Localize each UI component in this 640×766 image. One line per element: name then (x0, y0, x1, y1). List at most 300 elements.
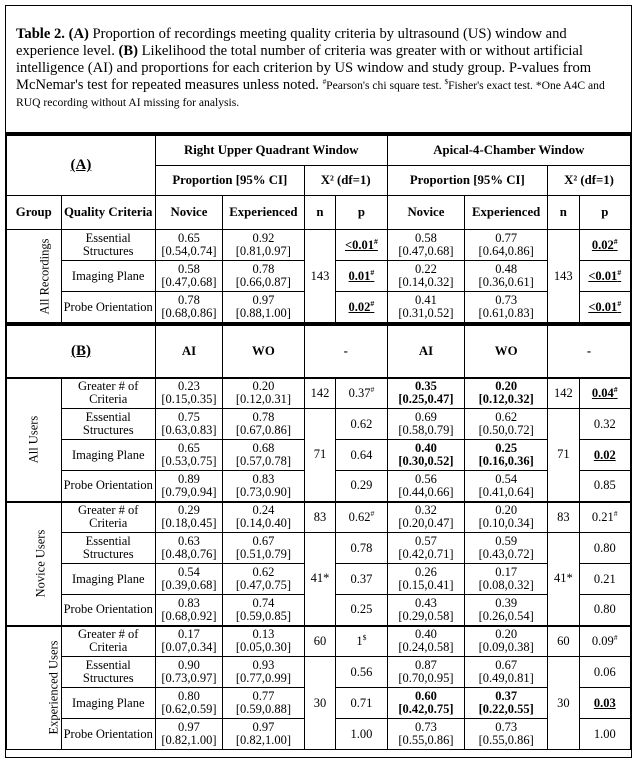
a4c-wo-cell-value: 0.20 (495, 503, 518, 518)
ruq-wo-cell-value: 0.67 (252, 534, 275, 548)
a4c-ai-cell (387, 564, 465, 595)
ruq-ai-cell (155, 626, 222, 657)
a4c-wo-cell (465, 440, 548, 471)
a4c-p-cell (579, 471, 630, 502)
a4c-wo-cell (465, 595, 548, 626)
a4c-n-value: 83 (557, 509, 570, 524)
a4c-wo-cell-value: 0.39 (495, 595, 518, 610)
ruq-window-header: Right Upper Quadrant Window (155, 136, 387, 166)
section-a-cell (7, 136, 156, 196)
ruq-wo-cell-ci: [0.05,0.30] (235, 640, 292, 655)
a4c-ai-cell-value: 0.73 (415, 720, 437, 734)
ruq-n-cell (304, 378, 335, 409)
ruq-p-cell-value: 0.29 (350, 478, 373, 493)
ruq-p-cell-value: 0.25 (350, 602, 373, 617)
ruq-ai-cell-ci: [0.68,0.92] (161, 608, 217, 623)
criteria-cell (61, 502, 155, 533)
a4c-window-header: Apical-4-Chamber Window (387, 136, 630, 166)
ruq-wo-cell-ci: [0.77,0.99] (235, 671, 292, 685)
part-a-label: (A) (68, 26, 89, 42)
ruq-wo-cell (223, 533, 305, 564)
a4c-wo-cell (465, 564, 548, 595)
a4c-wo-cell-value: 0.17 (495, 565, 518, 579)
ruq-experienced-cell (222, 261, 304, 292)
a4c-novice-cell (387, 230, 465, 261)
ruq-ai-cell (155, 440, 222, 471)
ruq-wo-cell-value: 0.78 (252, 410, 275, 424)
criteria-cell (61, 409, 155, 440)
criteria-label: Imaging Plane (71, 268, 145, 283)
a4c-experienced-cell-ci: [0.36,0.61] (478, 275, 534, 289)
a4c-experienced-cell (465, 230, 548, 261)
a4c-wo-cell (465, 533, 548, 564)
ruq-wo-cell-ci: [0.67,0.86] (235, 423, 292, 437)
ruq-novice-cell-ci: [0.54,0.74] (161, 244, 217, 258)
a4c-ai-cell (387, 502, 465, 533)
ruq-novice-cell (155, 261, 222, 292)
criteria-cell (61, 533, 155, 564)
ruq-p-cell (336, 719, 387, 750)
ruq-ai-cell-ci: [0.48,0.76] (161, 547, 217, 561)
criteria-cell (61, 261, 155, 292)
ruq-p-cell-value: 0.02# (348, 298, 375, 314)
a4c-wo-cell-ci: [0.12,0.32] (478, 392, 534, 407)
a4c-wo-cell-value: 0.73 (495, 720, 518, 734)
a4c-wo-cell-ci: [0.41,0.64] (478, 484, 534, 499)
a4c-n-cell (548, 378, 579, 409)
ruq-novice-cell-ci: [0.47,0.68] (161, 275, 217, 289)
a4c-n-criteria-cell (548, 533, 579, 626)
a4c-ai-header: AI (387, 326, 465, 378)
a4c-wo-cell-ci: [0.43,0.72] (478, 547, 534, 561)
ruq-p-cell (336, 292, 387, 323)
ruq-ai-cell-ci: [0.07,0.34] (161, 640, 217, 655)
ruq-wo-cell-ci: [0.73,0.90] (235, 484, 292, 499)
ruq-p-cell (336, 378, 387, 409)
ruq-p-cell (336, 657, 387, 688)
table-b-row (7, 409, 631, 440)
a4c-ai-cell-value: 0.87 (415, 658, 437, 672)
a4c-novice-cell-value: 0.22 (414, 262, 437, 276)
ruq-wo-cell-value: 0.13 (252, 627, 275, 642)
ruq-ai-cell (155, 595, 222, 626)
ruq-wo-cell-ci: [0.82,1.00] (235, 733, 292, 747)
footnote-hash: Pearson's chi square test. (326, 79, 442, 92)
a4c-p-cell-value: 0.02# (591, 236, 618, 252)
a4c-p-cell-value: 0.03 (593, 695, 616, 710)
ruq-p-cell-value: 0.37# (348, 384, 375, 400)
a4c-p-cell-value: 0.32 (593, 416, 616, 431)
a4c-wo-cell-ci: [0.50,0.72] (478, 423, 534, 437)
a4c-wo-cell-ci: [0.22,0.55] (478, 702, 534, 716)
ruq-ai-cell-value: 0.90 (178, 658, 200, 672)
criteria-cell (61, 719, 155, 750)
ruq-wo-cell-value: 0.83 (252, 471, 275, 486)
a4c-wo-cell-value: 0.20 (495, 627, 518, 642)
criteria-label: Imaging Plane (71, 695, 145, 710)
ruq-ai-cell-value: 0.17 (178, 627, 200, 642)
ruq-wo-cell (223, 719, 305, 750)
ruq-p-cell-value: 0.71 (350, 695, 373, 710)
a4c-wo-cell (465, 502, 548, 533)
ruq-ai-cell-value: 0.89 (178, 471, 200, 486)
a4c-novice-cell (387, 261, 465, 292)
ruq-p-cell (336, 261, 387, 292)
a4c-n-value: 142 (553, 385, 573, 400)
a4c-p-cell (579, 409, 630, 440)
criteria-header: Quality Criteria (61, 196, 155, 230)
ruq-wo-cell (223, 564, 305, 595)
a4c-wo-cell-ci: [0.10,0.34] (478, 516, 534, 531)
ruq-novice-cell (155, 230, 222, 261)
ruq-n-value: 60 (313, 633, 327, 648)
table-a-body (7, 230, 631, 323)
a4c-experienced-cell-value: 0.73 (495, 293, 518, 307)
group-label: Novice Users (33, 529, 48, 598)
group-cell (7, 378, 62, 502)
criteria-label: Imaging Plane (71, 447, 145, 462)
ruq-ai-cell (155, 688, 222, 719)
a4c-p-cell (579, 440, 630, 471)
ruq-n-cell (304, 626, 335, 657)
section-a-label: (A) (70, 157, 92, 173)
ruq-p-header: p (336, 196, 387, 230)
section-b-label: (B) (70, 342, 91, 359)
criteria-label: Probe Orientation (63, 299, 153, 314)
table-caption (6, 6, 631, 132)
ruq-wo-cell (223, 688, 305, 719)
ruq-ai-cell (155, 378, 222, 409)
a4c-wo-cell-value: 0.62 (495, 410, 518, 424)
ruq-p-cell (336, 688, 387, 719)
ruq-p-cell-value: 1$ (356, 632, 367, 648)
a4c-p-cell-value: 0.04# (591, 384, 618, 400)
a4c-ai-cell (387, 409, 465, 440)
ruq-ai-cell-value: 0.75 (178, 410, 200, 424)
a4c-p-cell-value: 0.21# (591, 508, 618, 524)
ruq-wo-cell-ci: [0.57,0.78] (235, 454, 292, 468)
ruq-n-criteria-value: 30 (313, 695, 327, 710)
ruq-novice-cell-value: 0.65 (178, 231, 200, 245)
a4c-wo-cell-ci: [0.55,0.86] (478, 733, 534, 747)
a4c-ai-cell-ci: [0.30,0.52] (398, 454, 454, 468)
group-cell (7, 626, 62, 750)
a4c-ai-cell (387, 688, 465, 719)
criteria-label: Greater # of Criteria (78, 627, 139, 655)
ruq-ai-cell (155, 502, 222, 533)
a4c-wo-cell (465, 657, 548, 688)
a4c-ai-cell-value: 0.60 (415, 689, 437, 703)
ruq-n-value: 143 (310, 268, 330, 283)
ruq-wo-cell-ci: [0.12,0.31] (235, 392, 292, 407)
a4c-ai-cell-value: 0.32 (415, 503, 437, 518)
a4c-p-cell-value: 0.02 (593, 447, 616, 462)
ruq-p-cell-value: 0.62 (350, 416, 373, 431)
a4c-chi-header: X² (df=1) (548, 166, 631, 196)
ruq-wo-cell (223, 440, 305, 471)
ruq-wo-cell-value: 0.97 (252, 720, 275, 734)
a4c-wo-cell-value: 0.54 (495, 471, 518, 486)
ruq-wo-header: WO (223, 326, 305, 378)
table-b-body (7, 378, 631, 750)
table-b-row (7, 533, 631, 564)
table-a-row (7, 230, 631, 261)
footnote-dollar: Fisher's exact test. *One A4C and RUQ recording without AI missing for analysis. (16, 79, 605, 109)
a4c-p-cell (579, 719, 630, 750)
a4c-novice-cell-ci: [0.47,0.68] (398, 244, 454, 258)
ruq-wo-cell (223, 626, 305, 657)
ruq-wo-cell (223, 657, 305, 688)
ruq-ai-cell-ci: [0.39,0.68] (161, 578, 217, 592)
ruq-ai-header: AI (155, 326, 222, 378)
dollar-symbol: $ (444, 78, 449, 87)
a4c-wo-cell (465, 471, 548, 502)
criteria-label: Imaging Plane (71, 571, 145, 586)
ruq-wo-cell-value: 0.20 (252, 379, 275, 394)
a4c-n-header: n (548, 196, 579, 230)
a4c-ai-cell-value: 0.56 (415, 471, 437, 486)
ruq-p-cell (336, 230, 387, 261)
group-label: All Recordings (37, 237, 52, 315)
ruq-n-value: 142 (310, 385, 330, 400)
ruq-wo-cell-ci: [0.59,0.88] (235, 702, 292, 716)
a4c-n-criteria-value: 71 (557, 447, 570, 462)
ruq-ai-cell (155, 564, 222, 595)
a4c-p-cell-value: <0.01# (588, 298, 622, 314)
group-label: Experienced Users (46, 640, 61, 735)
ruq-n-header: n (304, 196, 335, 230)
criteria-label: Essential Structures (82, 534, 134, 561)
a4c-novice-header: Novice (387, 196, 465, 230)
ruq-p-cell-value: 0.62# (348, 508, 375, 524)
a4c-proportion-header: Proportion [95% CI] (387, 166, 547, 196)
ruq-wo-cell-value: 0.24 (252, 503, 275, 518)
ruq-wo-cell (223, 378, 305, 409)
a4c-p-cell (579, 261, 631, 292)
a4c-ai-cell-value: 0.35 (415, 379, 437, 394)
ruq-experienced-cell-value: 0.78 (252, 262, 275, 276)
ruq-novice-header: Novice (155, 196, 222, 230)
ruq-ai-cell-value: 0.54 (178, 565, 200, 579)
a4c-experienced-cell (465, 292, 548, 323)
ruq-ai-cell (155, 533, 222, 564)
a4c-n-value: 60 (557, 633, 570, 648)
ruq-wo-cell (223, 409, 305, 440)
ruq-p-cell (336, 471, 387, 502)
a4c-wo-cell (465, 719, 548, 750)
a4c-p-cell (579, 533, 630, 564)
ruq-p-cell (336, 502, 387, 533)
a4c-novice-cell-ci: [0.14,0.32] (398, 275, 454, 289)
a4c-ai-cell-ci: [0.70,0.95] (398, 671, 454, 685)
criteria-cell (61, 626, 155, 657)
ruq-wo-cell-value: 0.68 (252, 441, 275, 455)
criteria-cell (61, 471, 155, 502)
ruq-ai-cell (155, 719, 222, 750)
ruq-experienced-cell (222, 230, 304, 261)
table-label: Table 2. (16, 26, 65, 42)
ruq-experienced-cell-ci: [0.81,0.97] (235, 244, 291, 258)
a4c-wo-cell (465, 409, 548, 440)
a4c-wo-cell-ci: [0.49,0.81] (478, 671, 534, 685)
ruq-n-cell (304, 230, 335, 323)
ruq-n-criteria-value: 41* (310, 571, 330, 586)
criteria-cell (61, 595, 155, 626)
table-page (5, 5, 632, 758)
a4c-ai-cell-value: 0.57 (415, 534, 437, 548)
a4c-wo-cell-ci: [0.09,0.38] (478, 640, 534, 655)
window-header-row (7, 136, 631, 166)
ruq-experienced-cell-ci: [0.88,1.00] (235, 306, 291, 320)
a4c-p-cell-value: 0.80 (593, 540, 616, 555)
a4c-novice-cell-ci: [0.31,0.52] (398, 306, 454, 320)
group-header: Group (7, 196, 62, 230)
ruq-n-criteria-cell (304, 409, 335, 502)
a4c-p-cell (579, 378, 630, 409)
a4c-ai-cell-ci: [0.44,0.66] (398, 484, 454, 499)
ruq-wo-cell (223, 471, 305, 502)
a4c-p-cell-value: 0.80 (593, 602, 616, 617)
ruq-ai-cell-value: 0.63 (178, 534, 200, 548)
ruq-p-cell-value: 0.56 (350, 664, 373, 679)
hash-symbol: # (322, 78, 327, 87)
a4c-p-cell (579, 564, 630, 595)
criteria-cell (61, 378, 155, 409)
ruq-ai-cell (155, 657, 222, 688)
a4c-experienced-cell-ci: [0.61,0.83] (478, 306, 534, 320)
a4c-ai-cell (387, 595, 465, 626)
a4c-p-cell (579, 657, 630, 688)
a4c-ai-cell (387, 719, 465, 750)
a4c-p-cell-value: 0.21 (593, 571, 616, 586)
a4c-ai-cell (387, 471, 465, 502)
a4c-ai-cell-value: 0.43 (415, 595, 437, 610)
group-cell (7, 502, 62, 626)
criteria-label: Greater # of Criteria (78, 379, 139, 407)
a4c-novice-cell-value: 0.41 (414, 293, 437, 307)
ruq-experienced-header: Experienced (222, 196, 304, 230)
a4c-novice-cell (387, 292, 465, 323)
a4c-p-cell (579, 626, 630, 657)
a4c-ai-cell-value: 0.26 (415, 565, 437, 579)
a4c-n-cell (548, 626, 579, 657)
ruq-p-cell-value: 0.01# (348, 267, 375, 283)
ruq-experienced-cell-value: 0.92 (252, 231, 275, 245)
table-b-row (7, 657, 631, 688)
a4c-ai-cell-ci: [0.42,0.71] (398, 547, 454, 561)
a4c-wo-cell (465, 626, 548, 657)
a4c-ai-cell-ci: [0.24,0.58] (398, 640, 454, 655)
ruq-ai-cell-ci: [0.79,0.94] (161, 484, 217, 499)
ruq-n-value: 83 (313, 509, 327, 524)
a4c-wo-header: WO (465, 326, 548, 378)
ruq-experienced-cell (222, 292, 304, 323)
ruq-p-cell (336, 533, 387, 564)
ruq-n-criteria-cell (304, 533, 335, 626)
ruq-novice-cell-value: 0.58 (178, 262, 200, 276)
ruq-n-criteria-value: 71 (313, 447, 327, 462)
ruq-wo-cell-value: 0.93 (252, 658, 275, 672)
ruq-p-cell-value: 0.64 (350, 447, 373, 462)
a4c-ai-cell-ci: [0.42,0.75] (398, 702, 454, 716)
table-b-row (7, 626, 631, 657)
ruq-experienced-cell-value: 0.97 (252, 293, 275, 307)
a4c-p-cell (579, 292, 631, 323)
a4c-ai-cell-ci: [0.20,0.47] (398, 516, 454, 531)
a4c-ai-cell (387, 626, 465, 657)
criteria-label: Probe Orientation (63, 478, 153, 493)
a4c-p-cell-value: <0.01# (588, 267, 622, 283)
a4c-n-value: 143 (553, 268, 573, 283)
ruq-novice-cell-value: 0.78 (178, 293, 200, 307)
ruq-p-cell (336, 595, 387, 626)
table-a (6, 135, 631, 323)
criteria-label: Probe Orientation (63, 726, 153, 741)
criteria-label: Essential Structures (82, 231, 134, 258)
criteria-cell (61, 230, 155, 261)
a4c-ai-cell-ci: [0.25,0.47] (398, 392, 454, 407)
a4c-ai-cell-value: 0.40 (415, 441, 437, 455)
a4c-p-cell (579, 502, 630, 533)
a4c-ai-cell (387, 440, 465, 471)
a4c-dash-header: - (548, 326, 631, 378)
ruq-ai-cell-ci: [0.18,0.45] (161, 516, 217, 531)
a4c-p-cell-value: 0.85 (593, 478, 616, 493)
a4c-n-cell (548, 502, 579, 533)
ruq-wo-cell-value: 0.77 (252, 689, 275, 703)
a4c-wo-cell-ci: [0.16,0.36] (478, 454, 534, 468)
a4c-p-cell-value: 1.00 (593, 726, 616, 741)
a4c-ai-cell-ci: [0.55,0.86] (398, 733, 454, 747)
ruq-p-cell-value: 0.37 (350, 571, 373, 586)
a4c-experienced-cell-ci: [0.64,0.86] (478, 244, 534, 258)
ruq-novice-cell-ci: [0.68,0.86] (161, 306, 217, 320)
ruq-ai-cell-value: 0.29 (178, 503, 200, 518)
part-b-text: Likelihood the total number of criteria was greater with or without artificial intelligence (AI) and proportions for each criterion by US window and study group. P-values from McNemar's test for repeated measures unless noted. (16, 43, 592, 93)
criteria-label: Greater # of Criteria (78, 503, 139, 531)
a4c-p-cell-value: 0.09# (591, 632, 618, 648)
ruq-ai-cell-value: 0.83 (178, 595, 200, 610)
ruq-ai-cell-ci: [0.82,1.00] (161, 733, 217, 747)
table-b-row (7, 502, 631, 533)
ruq-p-cell-value: 1.00 (350, 726, 373, 741)
ruq-p-cell (336, 409, 387, 440)
criteria-cell (61, 292, 155, 323)
ruq-n-cell (304, 502, 335, 533)
ruq-ai-cell-value: 0.80 (178, 689, 200, 703)
a4c-wo-cell (465, 378, 548, 409)
a4c-ai-cell-ci: [0.29,0.58] (398, 608, 454, 623)
ruq-novice-cell (155, 292, 222, 323)
ruq-ai-cell-ci: [0.63,0.83] (161, 423, 217, 437)
a4c-n-criteria-value: 41* (553, 571, 573, 586)
a4c-ai-cell-value: 0.69 (415, 410, 437, 424)
ruq-wo-cell-ci: [0.59,0.85] (235, 608, 292, 623)
ruq-wo-cell-ci: [0.47,0.75] (235, 578, 292, 592)
a4c-wo-cell (465, 688, 548, 719)
a4c-ai-cell-ci: [0.15,0.41] (398, 578, 454, 592)
ruq-ai-cell-value: 0.65 (178, 441, 200, 455)
a4c-n-cell (548, 230, 579, 323)
ruq-ai-cell-value: 0.97 (178, 720, 200, 734)
ruq-wo-cell-value: 0.74 (252, 595, 275, 610)
a4c-p-header: p (579, 196, 631, 230)
a4c-experienced-cell-value: 0.48 (495, 262, 518, 276)
ruq-chi-header: X² (df=1) (304, 166, 387, 196)
ruq-wo-cell-ci: [0.51,0.79] (235, 547, 292, 561)
a4c-wo-cell-ci: [0.26,0.54] (478, 608, 534, 623)
part-a-text: Proportion of recordings meeting quality criteria by ultrasound (US) window and experience level. (16, 26, 567, 59)
